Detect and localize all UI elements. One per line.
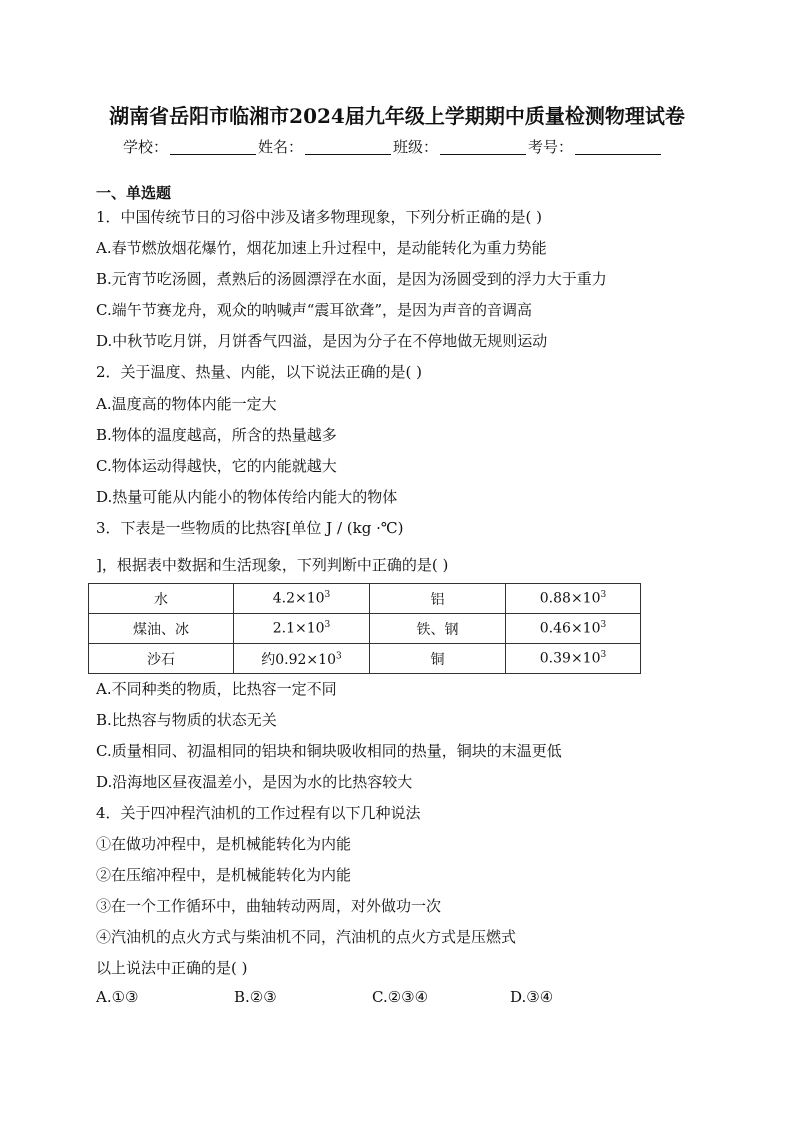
q4-statement-1: ①在做功冲程中，是机械能转化为内能 [96,835,352,853]
q2-stem: 2．关于温度、热量、内能，以下说法正确的是( ) [96,363,423,381]
table-cell: 水 [89,584,234,614]
table-cell: 沙石 [89,644,234,674]
table-cell: $0.88\times 10^3$ [506,584,641,614]
table-row [89,614,641,644]
q1-option-a: A.春节燃放烟花爆竹，烟花加速上升过程中，是动能转化为重力势能 [96,239,547,257]
table-cell: $0.39\times 10^3$ [506,644,641,674]
table-cell: 铜 [370,644,506,674]
table-cell: $4.2\times 10^3$ [234,584,370,614]
q4-option-a: A.①③ [96,988,139,1006]
school-label: 学校： [123,138,169,156]
exam-title: 湖南省岳阳市临湘市2024届九年级上学期期中质量检测物理试卷 [109,104,685,128]
student-info-row [123,136,663,157]
q3-stem-line2: ]，根据表中数据和生活现象，下列判断中正确的是( ) [96,556,449,574]
q4-statement-3: ③在一个工作循环中，曲轴转动两周，对外做功一次 [96,897,442,915]
q4-statement-4: ④汽油机的点火方式与柴油机不同，汽油机的点火方式是压燃式 [96,928,517,946]
name-blank [305,138,391,155]
q4-option-b: B.②③ [234,988,277,1006]
q2-option-d: D.热量可能从内能小的物体传给内能大的物体 [96,488,398,506]
exam-number-label: 考号： [528,138,574,156]
table-row [89,644,641,674]
q1-option-c: C.端午节赛龙舟，观众的呐喊声“震耳欲聋”，是因为声音的音调高 [96,301,533,319]
table-cell: 铁、钢 [370,614,506,644]
table-row [89,584,641,614]
table-cell: 铝 [370,584,506,614]
table-cell: $0.46\times 10^3$ [506,614,641,644]
q4-question: 以上说法中正确的是( ) [96,959,248,977]
q4-option-c: C.②③④ [372,988,429,1006]
name-label: 姓名： [258,138,304,156]
q4-stem: 4．关于四冲程汽油机的工作过程有以下几种说法 [96,804,421,822]
class-blank [440,138,526,155]
exam-number-blank [575,138,661,155]
q4-statement-2: ②在压缩冲程中，是机械能转化为内能 [96,866,352,884]
q2-option-b: B.物体的温度越高，所含的热量越多 [96,426,337,444]
q2-option-a: A.温度高的物体内能一定大 [96,395,277,413]
school-blank [170,138,256,155]
q3-option-a: A.不同种类的物质，比热容一定不同 [96,680,337,698]
q2-option-c: C.物体运动得越快，它的内能就越大 [96,457,337,475]
section-heading: 一、单选题 [96,184,172,202]
q3-option-d: D.沿海地区昼夜温差小，是因为水的比热容较大 [96,773,413,791]
q1-option-d: D.中秋节吃月饼，月饼香气四溢，是因为分子在不停地做无规则运动 [96,332,548,350]
q3-option-c: C.质量相同、初温相同的铝块和铜块吸收相同的热量，铜块的末温更低 [96,742,562,760]
table-cell: 约$0.92\times 10^3$ [234,644,370,674]
q3-option-b: B.比热容与物质的状态无关 [96,711,277,729]
table-cell: 煤油、冰 [89,614,234,644]
class-label: 班级： [393,138,439,156]
specific-heat-table [88,583,641,674]
table-cell: $2.1\times 10^3$ [234,614,370,644]
q3-stem-line1: 3．下表是一些物质的比热容[单位 J / (kg ·℃) [96,519,404,537]
q1-stem: 1．中国传统节日的习俗中涉及诸多物理现象，下列分析正确的是( ) [96,208,543,226]
q1-option-b: B.元宵节吃汤圆，煮熟后的汤圆漂浮在水面，是因为汤圆受到的浮力大于重力 [96,270,607,288]
q4-option-d: D.③④ [510,988,554,1006]
